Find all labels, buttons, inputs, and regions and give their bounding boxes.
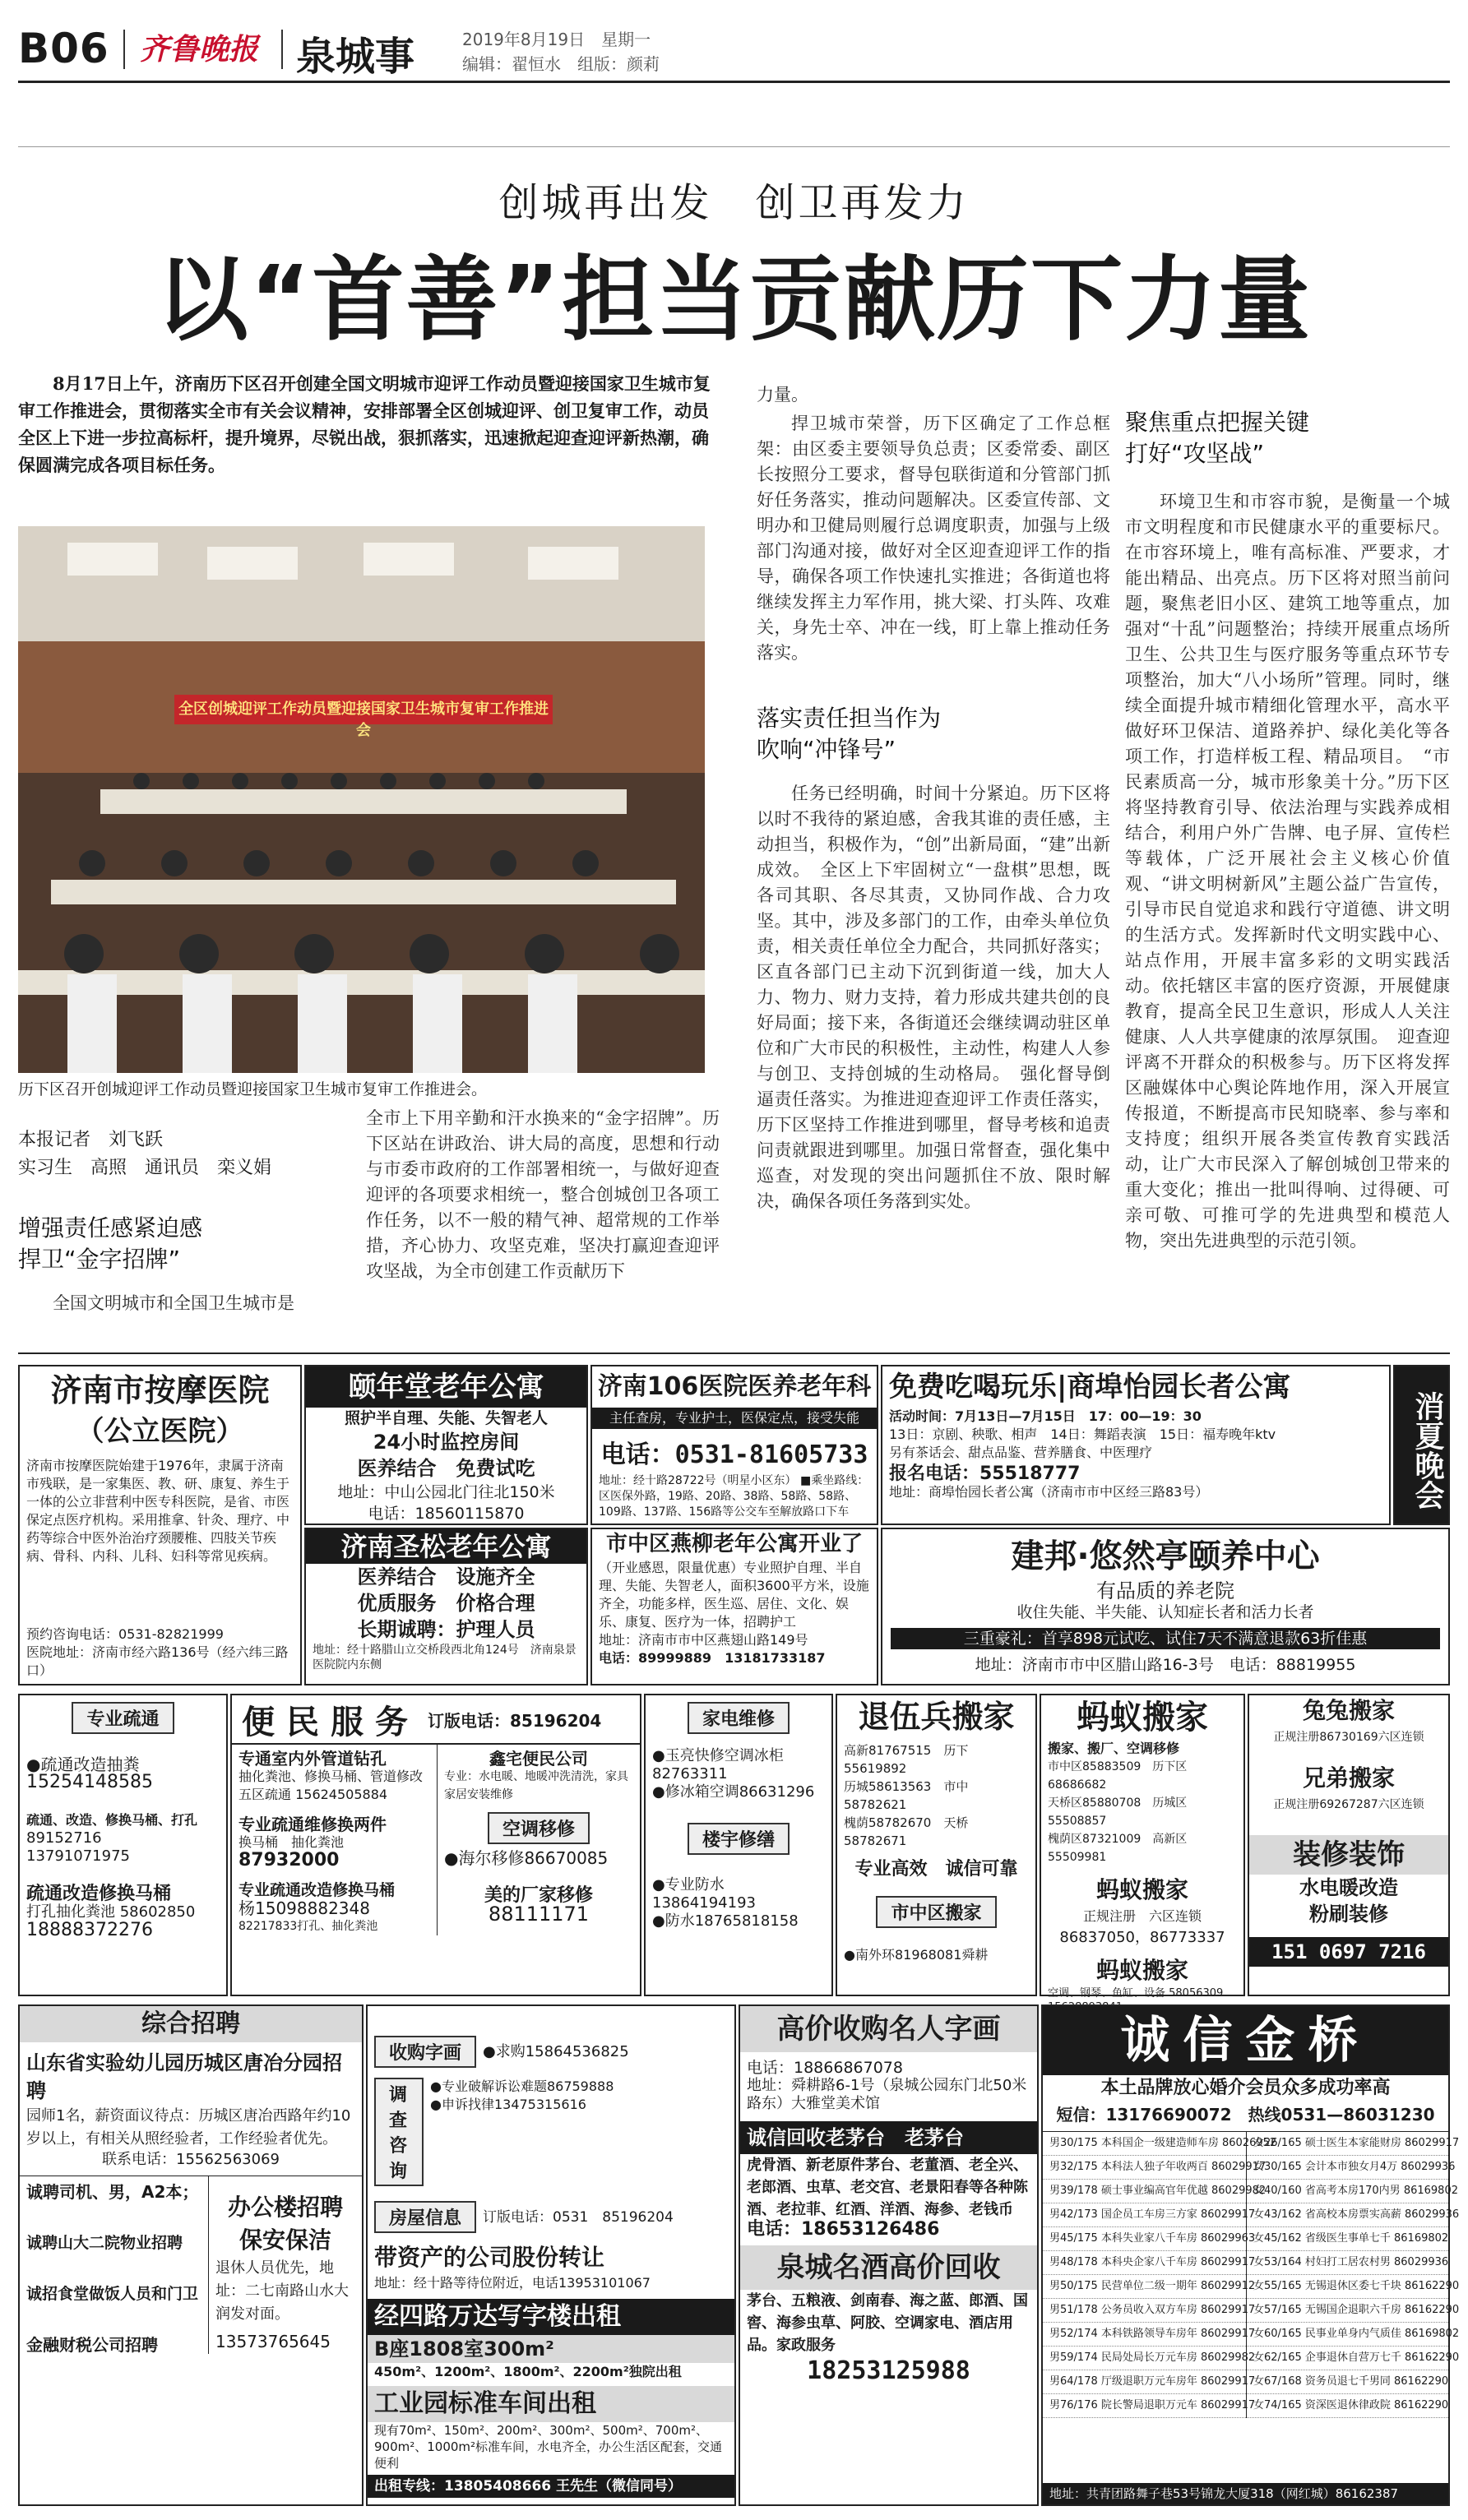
section-label: 调查咨询 xyxy=(374,2078,424,2186)
thin-rule xyxy=(18,146,1450,147)
section-label: 房屋信息 xyxy=(374,2201,476,2233)
ad-program: 另有茶话会、甜点品鉴、营养膳食、中医理疗 xyxy=(889,1445,1153,1460)
ad-phone: 杨15098882348 xyxy=(238,1898,370,1918)
ad-line: 82217833打孔、抽化粪池 xyxy=(238,1920,378,1933)
ad-title: 泉城名酒高价回收 xyxy=(740,2245,1037,2290)
ad-line: 450m²、1200m²、1800m²、2200m²独院出租 xyxy=(374,2364,682,2379)
divider xyxy=(281,30,283,69)
ad-section-rule xyxy=(18,1352,1450,1354)
ad-title: 保安保洁 xyxy=(238,2226,331,2254)
ad-veteran-movers xyxy=(836,1694,1037,1996)
ad-recruitment xyxy=(18,2004,364,2506)
ad-phone: ●修冰箱空调86631296 xyxy=(652,1783,815,1801)
ad-rabbit-movers xyxy=(1248,1694,1450,1996)
article-text-col2b: 任务已经明确，时间十分紧迫。历下区将以时不我待的紧迫感，舍我其谁的责任感，主动担当，积极作为，“创”出新局面，“建”出新成效。 全区上下牢固树立“一盘棋”思想，既各司其职、各尽其责，又协同作战、合力攻坚。其中，涉及多部门的工作，由牵头单位负责，相关责任单位全力配合，共同抓好落实；区直各部门已主动下沉到街道一线，加大人力、物力、财力支持，着力形成共建共创的良好局面；接下来，各街道还会继续调动驻区单位和广大市民的积极性，主动性，构建人人参与创卫、支持创城的生动格局。 强化督导倒逼责任落实。为推进迎查迎评工作责任落实，历下区坚持工作推进到哪里，督导考核和追责问责就跟进到哪里。加强日常督查，强化集中巡查，对发现的突出问题抓住不放、限时解决，确保各项任务落到实处。 xyxy=(757,784,1110,1211)
ad-body: 收住失能、半失能、认知症长者和活力长者 xyxy=(1016,1603,1314,1621)
ad-phone: 高新81767515 历下55619892 xyxy=(844,1743,969,1776)
ad-line: 专业疏通改造修换马桶 xyxy=(238,1881,396,1899)
ad-title: 诚信回收老茅台 老茅台 xyxy=(740,2121,1037,2154)
article-lead: 8月17日上午，济南历下区召开创建全国文明城市迎评工作动员暨迎接国家卫生城市复审工作推进会，贯彻落实全市有关会议精神，安排部署全区创城迎评、创卫复审工作，动员全区上下进一步拉高标杆，提升境界，尽锐出战，狠抓落实，迅速掀起迎查迎评新热潮，确保圆满完成各项目标任务。 xyxy=(18,373,711,475)
ad-title: 带资产的公司股份转让 xyxy=(374,2244,605,2271)
ad-body: 济南市按摩医院始建于1976年，隶属于济南市残联，是一家集医、教、研、康复、养生于一体的公立非营利中医专科医院，是省、市医保定点医疗机构。采用推拿、针灸、理疗、中药等综合中医外治治疗颈腰椎、四肢关节疾病、骨科、内科、儿科、妇科等常见疾病。 xyxy=(26,1458,290,1564)
ad-time: 活动时间：7月13日—7月15日 17：00—19：30 xyxy=(889,1408,1202,1424)
ad-feature: 医养结合 免费试吃 xyxy=(357,1457,535,1480)
subheading-2: 落实责任担当作为 吹响“冲锋号” xyxy=(757,705,942,763)
article-text-col2a: 捍卫城市荣誉，历下区确定了工作总框架：由区委主要领导负总责；区委常委、副区长按照分工要求，督导包联街道和分管部门抓好任务落实，推动问题解决。区委宣传部、文明办和卫健局则履行总调度职责，加强与上级部门沟通对接，做好对全区迎查迎评工作的指导，确保各项工作快速扎实推进；各街道也将继续发挥主力军作用，挑大梁、打头阵、攻难关，身先士卒、冲在一线，盯上靠上推动任务落实。 xyxy=(757,414,1110,663)
ad-line: 水电暖改造 xyxy=(1299,1876,1398,1899)
member-list-male xyxy=(1043,2132,1277,2418)
ad-massage-hospital xyxy=(18,1365,302,1685)
ad-address: 地址：商埠怡园长者公寓（济南市市中区经三路83号） xyxy=(889,1484,1209,1500)
ad-slogan: 专业高效 诚信可靠 xyxy=(854,1859,1018,1880)
ad-matchmaking xyxy=(1041,2004,1460,2506)
ad-phone: 订版电话：0531 85196204 xyxy=(483,2208,674,2226)
ad-body: 园师1名，薪资面议待点：历城区唐冶西路年约10岁以上，有相关从照经验者，工作经验者优先。 xyxy=(26,2107,351,2148)
ad-phone: 槐荫58782670 天桥58782671 xyxy=(844,1815,969,1848)
ad-line: 鑫宅便民公司 xyxy=(489,1749,588,1769)
ad-line: 疏通改造修换马桶 xyxy=(26,1884,172,1904)
ad-subtitle: （公立医院） xyxy=(76,1415,244,1448)
male-row: 男30/175 本科国企一级建造师车房 86026952 xyxy=(1043,2132,1246,2156)
ad-title: 工业园标准车间出租 xyxy=(368,2386,734,2422)
newspaper-logo: 齐鲁晚报 xyxy=(140,32,259,67)
ad-phone: 88111171 xyxy=(488,1903,590,1926)
ad-convenience-services xyxy=(230,1694,641,1996)
ad-address: 地址：济南市市中区燕翅山路149号 xyxy=(599,1632,808,1648)
ad-address: 地址：经十路腊山立交桥段西北角124号 济南泉景医院院内东侧 xyxy=(313,1644,577,1672)
ad-title: 市中区燕柳老年公寓开业了 xyxy=(605,1532,863,1556)
meeting-photo xyxy=(18,526,705,1073)
headline: 以“首善”担当贡献历下力量 xyxy=(155,247,1313,354)
section-title: 便民服务 xyxy=(242,1702,419,1741)
ad-title: 蚂蚁搬家 xyxy=(1077,1699,1208,1736)
section-label: 楼宇修缮 xyxy=(688,1823,790,1855)
ad-title: 山东省实验幼儿园历城区唐冶分园招聘 xyxy=(26,2051,342,2102)
byline-intern: 实习生 高照 通讯员 栾义娟 xyxy=(18,1158,272,1178)
ad-line: 专业：水电暖、地暖冲洗清洗，家具家居安装维修 xyxy=(444,1770,628,1801)
ad-title: 兄弟搬家 xyxy=(1302,1764,1395,1792)
ad-collectibles xyxy=(739,2004,1039,2506)
article-text-col1: 全国文明城市和全国卫生城市是 xyxy=(53,1293,294,1313)
male-row: 男64/178 厅级退职万元车房年 86029917 xyxy=(1043,2370,1246,2394)
ad-feature: 医养结合 设施齐全 xyxy=(357,1565,535,1588)
ad-phone: 89152716 13791071975 xyxy=(26,1829,130,1865)
ad-phone: 电话：89999889 13181733187 xyxy=(599,1650,826,1666)
ad-title: 蚂蚁搬家 xyxy=(1095,1876,1188,1903)
section-title: 泉城事 xyxy=(296,34,415,80)
ad-appliance-repair xyxy=(644,1694,833,1996)
ad-line: 疏通、改造、修换马桶、打孔 xyxy=(26,1812,198,1828)
article-text-col3: 环境卫生和市容市貌，是衡量一个城市文明程度和市民健康水平的重要标尺。在市容环境上，唯有高标准、严要求，才能出精品、出亮点。历下区将对照当前问题，聚焦老旧小区、建筑工地等重点，加强对“十乱”问题整治；持续开展重点场所卫生、公共卫生与医疗服务等重点环节专项整治，加大“八小场所”管理。同时，继续全面提升城市精细化管理水平，高水平做好环卫保洁、道路养护、绿化美化等各项工作，打造样板工程、精品项目。 “市民素质高一分，城市形象美十分。”历下区将坚持教育引导、依法治理与实践养成相结合，利用户外广告牌、电子屏、宣传栏等载体，广泛开展社会主义核心价值观、“讲文明树新风”主题公益广告宣传，引导市民自觉追求和践行守道德、讲文明的生活方式。发挥新时代文明实践中心、站点作用，开展丰富多彩的文明实践活动。依托辖区丰富的医疗资源，开展健康教育，提高全民卫生意识，形成人人关注健康、人人共享健康的浓厚氛围。 迎查迎评离不开群众的积极参与。历下区将发挥区融媒体中心舆论阵地作用，深入开展宣传报道，不断提高市民知晓率、参与率和支持度；组织开展各类宣传教育实践活动，让广大市民深入了解创城创卫带来的重大变化；推出一批叫得响、过得硬、可亲可敬、可推可学的先进典型和模范人物，突出先进典型的示范引领。 xyxy=(1125,492,1450,1251)
ad-line: ●玉亮快修空调冰柜 xyxy=(652,1747,784,1764)
header-rule xyxy=(18,81,1450,83)
page-number: B06 xyxy=(18,25,109,72)
female-row: 女55/165 无锡退休区委七千块 86162290 xyxy=(1247,2275,1448,2299)
ad-line: 专通室内外管道钻孔 xyxy=(238,1749,387,1769)
ad-ant-movers xyxy=(1040,1694,1245,2000)
ad-line: 搬家、搬厂、空调移修 xyxy=(1048,1741,1180,1756)
ad-phone: 86837050，86773337 xyxy=(1059,1929,1225,1946)
ad-address: 地址：中山公园北门往北150米 xyxy=(337,1483,555,1501)
ad-yanliu-apartment xyxy=(590,1528,878,1685)
ad-body: 退休人员优先，地址：二七南路山水大润发对面。 xyxy=(215,2259,349,2323)
byline xyxy=(18,1126,364,1182)
ad-phone: 电话：0531-81605733 xyxy=(600,1440,868,1469)
ad-misc-classifieds xyxy=(366,2004,736,2506)
ad-phone: 槐荫区87321009 高新区55509981 xyxy=(1048,1833,1188,1864)
female-row: 女57/165 无锡国企退职六千房 86162290 xyxy=(1247,2299,1448,2323)
ad-title: 济南圣松老年公寓 xyxy=(306,1529,586,1564)
ad-line: 空调、钢琴、鱼缸、设备 58056309 xyxy=(1048,1987,1224,2000)
female-row: 女26/165 硕士医生本家能财房 86029917 xyxy=(1247,2132,1448,2156)
ad-line: 美的厂家移修 xyxy=(484,1885,593,1906)
ad-line: 换马桶 抽化粪池 xyxy=(238,1834,345,1850)
ad-phone: 18888372276 xyxy=(26,1920,153,1940)
ad-phone: ●专业防水13864194193 xyxy=(652,1876,756,1912)
ad-phone: 15254148585 xyxy=(26,1772,153,1792)
ad-shengsong-apartment xyxy=(304,1528,588,1685)
male-row: 男45/175 本科失业家八千车房 86029963 xyxy=(1043,2227,1246,2251)
ad-address: 地址：舜耕路6-1号（泉城公园东门北50米路东）大雅堂美术馆 xyxy=(747,2077,1027,2112)
member-list-female xyxy=(1247,2132,1460,2418)
ad-subtitle: 照护半自理、失能、失智老人 xyxy=(344,1409,548,1427)
male-row: 男42/173 国企员工车房三方家 86029917 xyxy=(1043,2203,1246,2227)
editor-line: 编辑：翟恒水 组版：颜莉 xyxy=(462,54,660,74)
subheading-3: 聚焦重点把握关键 打好“攻坚战” xyxy=(1125,409,1310,467)
ad-phone: ●申诉找律13475315616 xyxy=(430,2097,586,2112)
ad-title: 颐年堂老年公寓 xyxy=(306,1366,586,1408)
date-line: 2019年8月19日 星期一 xyxy=(462,30,651,49)
ad-title: 诚聘司机、男，A2本； xyxy=(26,2182,199,2202)
ad-phone: ●专业破解诉讼难题86759888 xyxy=(430,2078,614,2094)
ad-address: 医院地址：济南市经六路136号（经六纬三路口） xyxy=(26,1644,289,1678)
section-label: 空调移修 xyxy=(488,1812,590,1844)
ad-feature: 24小时监控房间 xyxy=(373,1431,520,1454)
ad-title: 退伍兵搬家 xyxy=(858,1699,1015,1735)
page-header xyxy=(18,18,1450,80)
ad-address: 地址：济南市市中区腊山路16-3号 电话：88819955 xyxy=(975,1656,1356,1674)
ad-phone: 五区疏通 15624505884 xyxy=(238,1787,388,1802)
ad-title: 建邦·悠然亭颐养中心 xyxy=(1011,1537,1320,1575)
ad-offer: 三重豪礼：首享898元试吃、试住7天不满意退款63折佳惠 xyxy=(891,1628,1440,1649)
section-title: 综合招聘 xyxy=(20,2006,362,2042)
byline-reporter: 本报记者 刘飞跃 xyxy=(18,1130,164,1150)
ad-106-hospital xyxy=(590,1365,878,1525)
female-row: 女62/165 企事退休自营万七千 86162290 xyxy=(1247,2347,1448,2370)
ad-subtitle: 有品质的养老院 xyxy=(1096,1579,1234,1602)
ad-subtitle: 主任查房，专业护士，医保定点，接受失能 xyxy=(592,1408,877,1429)
ad-phone: 87932000 xyxy=(238,1850,340,1870)
ad-body: （开业感恩，限量优惠）专业照护自理、半自理、失能、失智老人，面积3600平方米，设施齐全，功能多样，医生巡、居住、文化、娱乐、康复、医疗为一体，招聘护工 xyxy=(599,1560,869,1630)
ad-title: 诚信金桥 xyxy=(1043,2006,1448,2075)
ad-phone: 联系电话：15562563069 xyxy=(102,2151,280,2168)
female-row: 女53/164 村妇打工居农村男 86029936 xyxy=(1247,2251,1448,2275)
ad-line: B座1808室300m² xyxy=(368,2335,734,2363)
ad-line: 专业疏通维修换两件 xyxy=(238,1815,387,1834)
female-row: 女74/165 资深医退休律政院 86162290 xyxy=(1247,2394,1448,2418)
ad-shangbu-apartment xyxy=(881,1365,1391,1525)
ad-title: 蚂蚁搬家 xyxy=(1095,1957,1188,1984)
ad-title: 高价收购名人字画 xyxy=(740,2006,1037,2052)
section-label: 家电维修 xyxy=(688,1702,790,1734)
ad-address: 地址：共青团路舞子巷53号锦龙大厦318（网红城）86162387 xyxy=(1043,2483,1448,2504)
ad-jianbang-center xyxy=(881,1528,1450,1685)
female-row: 女40/160 省高考本房170内男 86169802 xyxy=(1247,2180,1448,2203)
ad-line: ●疏通改造抽粪 xyxy=(26,1755,140,1774)
ad-phone: 13573765645 xyxy=(215,2332,331,2351)
ad-line: 抽化粪池、修换马桶、管道修改 xyxy=(238,1769,424,1784)
ad-phone: 历城58613563 市中58782621 xyxy=(844,1779,969,1812)
ad-feature: 优质服务 价格合理 xyxy=(357,1592,535,1615)
meeting-photo-illustration xyxy=(18,526,705,1073)
ad-phone: ●防水18765818158 xyxy=(652,1912,799,1930)
article-text-col2-top: 力量。 xyxy=(757,385,808,405)
ad-slogan: 本土品牌放心婚介会员众多成功率高 xyxy=(1100,2078,1391,2098)
ad-title: 济南市按摩医院 xyxy=(50,1372,270,1408)
ad-phone: 电话：18653126486 xyxy=(747,2219,940,2240)
ad-phone: 短信：13176690072 热线0531—86031230 xyxy=(1056,2105,1435,2125)
photo-caption: 历下区召开创城迎评工作动员暨迎接国家卫生城市复审工作推进会。 xyxy=(18,1080,488,1098)
ad-line: 地址：经十路等待位附近，电话13953101067 xyxy=(374,2275,651,2291)
female-row: 女43/162 省高校本房票实高薪 86029936 xyxy=(1247,2203,1448,2227)
ad-phone: 82763311 xyxy=(652,1765,728,1782)
female-row: 女67/168 资务员退七千男同 86162290 xyxy=(1247,2370,1448,2394)
ad-line: 正规注册69267287六区连锁 xyxy=(1273,1798,1424,1811)
ad-phone: 预约咨询电话：0531-82821999 xyxy=(26,1626,224,1642)
male-row: 男48/178 本科央企家八千车房 86029917 xyxy=(1043,2251,1246,2275)
ad-phone: 天桥区85880708 历城区55508857 xyxy=(1048,1796,1188,1828)
ad-line: 正规注册 六区连锁 xyxy=(1082,1908,1202,1924)
female-row: 女30/165 会计本市独女月4万 86029936 xyxy=(1247,2156,1448,2180)
ad-address: 地址：经十路28722号（明星小区东） ■乘坐路线：区医保外路，19路、20路、38路、58路、58路、109路、137路、156路等公交车至解放路口下车 xyxy=(599,1474,869,1519)
ad-phone: 订版电话：85196204 xyxy=(428,1710,602,1731)
ad-drain-service xyxy=(18,1694,228,1996)
male-row: 男76/176 院长警局退职万元车 86029917 xyxy=(1043,2394,1246,2418)
ad-phone: ●求购15864536825 xyxy=(483,2042,629,2060)
photo-banner-text: 全区创城迎评工作动员暨迎接国家卫生城市复审工作推进会 xyxy=(178,701,549,739)
section-label: 专业疏通 xyxy=(72,1702,174,1734)
ad-title: 济南106医院医养老年科 xyxy=(597,1372,872,1401)
ad-phone: ●海尔移修86670085 xyxy=(444,1848,609,1868)
ad-phone: 出租专线：13805408666 王先生（微信同号） xyxy=(368,2475,734,2498)
ad-title: 兔兔搬家 xyxy=(1302,1697,1395,1724)
ad-title: 办公楼招聘 xyxy=(227,2194,343,2221)
ad-line: 正规注册86730169六区连锁 xyxy=(1273,1731,1424,1744)
male-row: 男51/178 公务员收入双方车房 86029917 xyxy=(1043,2299,1246,2323)
male-row: 男59/174 民局处局长万元车房 86029982 xyxy=(1043,2347,1246,2370)
female-row: 女45/162 省级医生事单七千 86169802 xyxy=(1247,2227,1448,2251)
subheading-1: 增强责任感紧迫感 捍卫“金字招牌” xyxy=(18,1214,203,1273)
ad-line: 打孔抽化粪池 58602850 xyxy=(26,1903,196,1921)
section-label: 市中区搬家 xyxy=(876,1896,996,1928)
ad-phone: 151 0697 7216 xyxy=(1249,1937,1448,1967)
divider xyxy=(123,30,125,69)
ad-phone: 市中区85883509 历下区68686682 xyxy=(1048,1760,1188,1792)
ad-program: 13日：京剧、秧歌、相声 14日：舞蹈表演 15日：福寿晚年ktv xyxy=(889,1426,1276,1442)
ad-phone: ●南外环81968081舜耕 xyxy=(844,1947,989,1963)
female-row: 女60/165 民事业单身内气质佳 86169802 xyxy=(1247,2323,1448,2347)
ad-phone: 报名电话：55518777 xyxy=(889,1463,1081,1484)
ad-phone: 电话：18866867078 xyxy=(747,2059,903,2077)
ad-body: 现有70m²、150m²、200m²、300m²、500m²、700m²、900m²、1000m²标准车间，水电齐全，办公生活区配套，交通便利 xyxy=(374,2423,723,2471)
ad-feature: 长期诚聘：护理人员 xyxy=(357,1618,535,1641)
male-row: 男32/175 本科法人独子年收两百 86029917 xyxy=(1043,2156,1246,2180)
ad-title: 诚招食堂做饭人员和门卫 xyxy=(26,2285,199,2303)
male-row: 男50/175 民营单位二级一期年 86029912 xyxy=(1043,2275,1246,2299)
ad-body: 茅台、五粮液、剑南春、海之蓝、郎酒、国窖、海参虫草、阿胶、空调家电、酒店用品。家政服务 xyxy=(747,2292,1028,2354)
ad-title: 装修装饰 xyxy=(1249,1835,1448,1875)
ad-phone: 18253125988 xyxy=(807,2356,970,2385)
section-label: 收购字画 xyxy=(374,2036,476,2068)
ad-phone: 电话：18560115870 xyxy=(368,1505,525,1523)
male-row: 男39/178 硕士事业编高官年优越 86029982 xyxy=(1043,2180,1246,2203)
male-row: 男52/174 本科铁路领导车房年 86029917 xyxy=(1043,2323,1246,2347)
kicker: 创城再出发 创卫再发力 xyxy=(498,180,970,226)
ad-yinian-apartment xyxy=(304,1365,588,1525)
ad-body: 虎骨酒、新老原件茅台、老董酒、老全兴、老郎酒、虫草、老交宫、老景阳春等各种陈酒、老拉菲、红酒、洋酒、海参、老钱币 xyxy=(747,2157,1028,2218)
ad-title: 经四路万达写字楼出租 xyxy=(368,2299,734,2335)
ad-title: 金融财税公司招聘 xyxy=(26,2335,158,2355)
ad-line: 粉刷装修 xyxy=(1309,1903,1388,1926)
ad-side-tag: 消夏晚会 xyxy=(1393,1365,1450,1525)
article-text-col1b: 全市上下用辛勤和汗水换来的“金字招牌”。历下区站在讲政治、讲大局的高度，思想和行动与市委市政府的工作部署相统一，与做好迎查迎评的各项要求相统一，整合创城创卫各项工作任务，以不一般的精气神、超常规的工作举措，齐心协力、攻坚克难，坚决打赢迎查迎评攻坚战，为全市创建工作贡献历下 xyxy=(366,1108,720,1281)
ad-title: 免费吃喝玩乐|商埠怡园长者公寓 xyxy=(889,1371,1291,1403)
ad-title: 诚聘山大二院物业招聘 xyxy=(26,2234,183,2252)
